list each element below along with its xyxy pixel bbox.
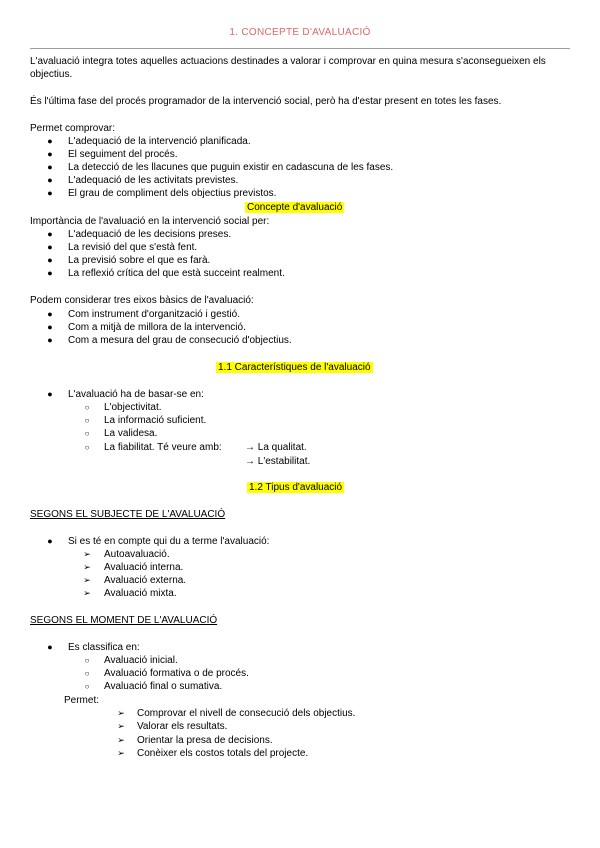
caracteristiques-lead: L'avaluació ha de basar-se en:: [68, 389, 204, 400]
circle-bullet-icon: ○: [84, 416, 90, 425]
moment-item: Avaluació final o sumativa.: [104, 681, 223, 692]
moment-permet-label: Permet:: [64, 695, 100, 706]
subjecte-item: Autoavaluació.: [104, 549, 170, 560]
permet-label: Permet comprovar:: [30, 123, 116, 134]
bullet-icon: ●: [47, 642, 53, 652]
arrowhead-bullet-icon: ➢: [83, 575, 91, 585]
bullet-icon: ●: [47, 175, 53, 185]
page-title: 1. CONCEPTE D'AVALUACIÓ: [229, 27, 371, 38]
bullet-icon: ●: [47, 536, 53, 546]
importancia-item: L'adequació de les decisions preses.: [68, 229, 232, 240]
permet-item: El grau de compliment dels objectius previstos.: [68, 188, 277, 199]
intro-line-1: L'avaluació integra totes aquelles actuacions destinades a valorar i comprovar en quina mesura s'aconsegueixen els: [30, 56, 546, 67]
bullet-icon: ●: [47, 389, 53, 399]
bullet-icon: ●: [47, 322, 53, 332]
bullet-icon: ●: [47, 149, 53, 159]
subjecte-heading: SEGONS EL SUBJECTE DE L'AVALUACIÓ: [30, 509, 226, 520]
bullet-icon: ●: [47, 309, 53, 319]
moment-permet-item: Orientar la presa de decisions.: [137, 735, 273, 746]
concepte-highlight: [245, 201, 344, 214]
eixos-label: Podem considerar tres eixos bàsics de l'avaluació:: [30, 295, 254, 306]
bullet-icon: ●: [47, 229, 53, 239]
section-heading-1-1-text: 1.1 Característiques de l'avaluació: [218, 362, 371, 373]
subjecte-item: Avaluació interna.: [104, 562, 184, 573]
moment-item: Avaluació inicial.: [104, 655, 178, 666]
caracteristica-item: L'objectivitat.: [104, 402, 162, 413]
importancia-item: La reflexió crítica del que està succeint realment.: [68, 268, 285, 279]
moment-permet-item: Conèixer els costos totals del projecte.: [137, 748, 309, 759]
arrowhead-bullet-icon: ➢: [117, 748, 125, 758]
circle-bullet-icon: ○: [84, 669, 90, 678]
arrowhead-bullet-icon: ➢: [83, 549, 91, 559]
caracteristica-item: La validesa.: [104, 428, 158, 439]
circle-bullet-icon: ○: [84, 443, 90, 452]
eixos-item: Com a mitjà de millora de la intervenció.: [68, 322, 246, 333]
moment-heading: SEGONS EL MOMENT DE L'AVALUACIÓ: [30, 615, 218, 626]
intro-line-3: És l'última fase del procés programador de la intervenció social, però ha d'estar present en totes les fases.: [30, 96, 502, 107]
title-divider: [30, 48, 570, 49]
bullet-icon: ●: [47, 242, 53, 252]
importancia-label: Importància de l'avaluació en la intervenció social per:: [30, 216, 270, 227]
arrowhead-bullet-icon: ➢: [83, 562, 91, 572]
permet-item: L'adequació de la intervenció planificada.: [68, 136, 251, 147]
subjecte-item: Avaluació mixta.: [104, 588, 177, 599]
bullet-icon: ●: [47, 188, 53, 198]
permet-item: La detecció de les llacunes que puguin existir en cadascuna de les fases.: [68, 162, 394, 173]
concepte-highlight-text: Concepte d'avaluació: [247, 202, 343, 213]
section-heading-1-2: [247, 481, 344, 494]
subjecte-item: Avaluació externa.: [104, 575, 187, 586]
bullet-icon: ●: [47, 136, 53, 146]
subjecte-lead: Si es té en compte qui du a terme l'avaluació:: [68, 536, 270, 547]
importancia-item: La revisió del que s'està fent.: [68, 242, 198, 253]
bullet-icon: ●: [47, 335, 53, 345]
moment-item: Avaluació formativa o de procés.: [104, 668, 249, 679]
bullet-icon: ●: [47, 255, 53, 265]
arrowhead-bullet-icon: ➢: [117, 708, 125, 718]
permet-item: El seguiment del procés.: [68, 149, 178, 160]
importancia-item: La previsió sobre el que es farà.: [68, 255, 211, 266]
arrowhead-bullet-icon: ➢: [117, 735, 125, 745]
section-heading-1-1: [216, 361, 373, 374]
arrowhead-bullet-icon: ➢: [83, 588, 91, 598]
bullet-icon: ●: [47, 162, 53, 172]
eixos-item: Com a mesura del grau de consecució d'objectius.: [68, 335, 292, 346]
circle-bullet-icon: ○: [84, 682, 90, 691]
circle-bullet-icon: ○: [84, 429, 90, 438]
permet-item: L'adequació de les activitats previstes.: [68, 175, 239, 186]
moment-permet-item: Valorar els resultats.: [137, 721, 228, 732]
eixos-item: Com instrument d'organització i gestió.: [68, 309, 240, 320]
intro-line-2: objectius.: [30, 69, 73, 80]
circle-bullet-icon: ○: [84, 403, 90, 412]
moment-lead: Es classifica en:: [68, 642, 140, 653]
caracteristica-item: La fiabilitat. Té veure amb:: [104, 442, 222, 453]
bullet-icon: ●: [47, 268, 53, 278]
moment-permet-item: Comprovar el nivell de consecució dels objectius.: [137, 708, 356, 719]
fiabilitat-arrow-item: → L'estabilitat.: [245, 456, 311, 467]
arrowhead-bullet-icon: ➢: [117, 721, 125, 731]
caracteristica-item: La informació suficient.: [104, 415, 207, 426]
circle-bullet-icon: ○: [84, 656, 90, 665]
section-heading-1-2-text: 1.2 Tipus d'avaluació: [249, 482, 343, 493]
fiabilitat-arrow-item: → La qualitat.: [245, 442, 307, 453]
